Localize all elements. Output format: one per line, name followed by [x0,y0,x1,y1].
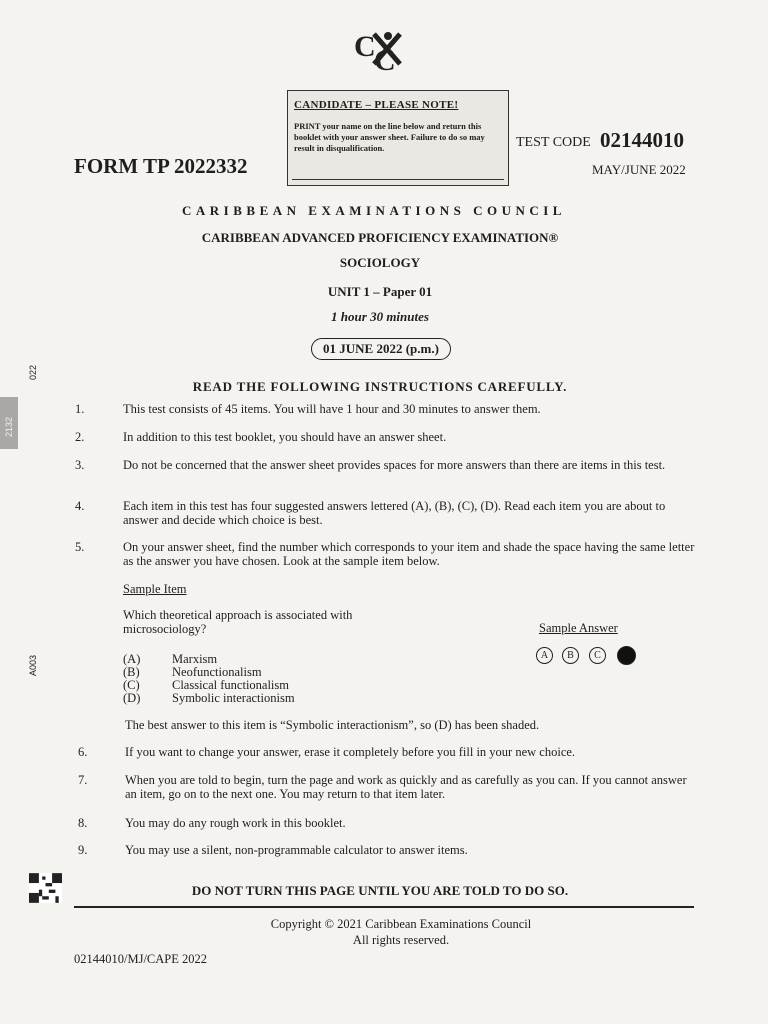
item-number: 4. [75,499,85,513]
footer-rule [74,906,694,908]
instructions-heading: READ THE FOLLOWING INSTRUCTIONS CAREFULLY. [192,379,568,394]
option-text: Marxism [172,652,218,666]
subject-title: SOCIOLOGY [339,255,421,270]
instruction-text: If you want to change your answer, erase it completely before you fill in your new choice. [125,745,576,759]
candidate-notice-box [287,90,509,186]
instruction-text: On your answer sheet, find the number which corresponds to your item and shade the space having the same letter as the answer you have chosen. Look at the sample item below. [123,540,695,568]
exam-title: CARIBBEAN ADVANCED PROFICIENCY EXAMINATION® [201,230,559,245]
do-not-turn-notice: DO NOT TURN THIS PAGE UNTIL YOU ARE TOLD TO DO SO. [191,883,569,898]
instruction-text: This test consists of 45 items. You will have 1 hour and 30 minutes to answer them. [123,402,541,416]
instruction-text: You may use a silent, non-programmable calculator to answer items. [125,843,468,857]
item-number: 8. [78,816,88,830]
option-letter: (B) [123,665,140,679]
svg-text:C: C [374,44,396,74]
form-tp: FORM TP 2022332 [74,154,248,178]
duration: 1 hour 30 minutes [331,309,429,324]
item-number: 1. [75,402,85,416]
exam-session: MAY/JUNE 2022 [592,162,686,177]
answer-bubble-a: A [536,647,553,664]
unit-title: UNIT 1 – Paper 01 [327,284,433,299]
exam-date: 01 JUNE 2022 (p.m.) [311,338,451,360]
answer-bubble-b: B [562,647,579,664]
item-number: 5. [75,540,85,554]
option-text: Symbolic interactionism [172,691,295,705]
item-number: 7. [78,773,88,787]
test-code-label: TEST CODE [516,135,591,150]
sample-question: Which theoretical approach is associated with microsociology? [123,608,353,636]
answer-bubble-d-shaded [617,646,636,665]
cxc-logo-icon [352,26,422,74]
option-letter: (D) [123,691,141,705]
test-code: 02144010 [600,128,684,152]
option-text: Classical functionalism [172,678,289,692]
margin-code-bottom: A003 [28,654,38,676]
option-letter: (A) [123,652,141,666]
instruction-text: You may do any rough work in this booklet. [125,816,346,830]
option-text: Neofunctionalism [172,665,262,679]
option-letter: (C) [123,678,140,692]
item-number: 2. [75,430,85,444]
margin-tab-code: 2132 [4,416,14,437]
instruction-text: In addition to this test booklet, you should have an answer sheet. [123,430,447,444]
council-title: CARIBBEAN EXAMINATIONS COUNCIL [182,203,566,218]
item-number: 3. [75,458,85,472]
name-line [292,179,504,180]
instruction-text: Do not be concerned that the answer sheet provides spaces for more answers than there are items in this test. [123,458,666,472]
instruction-text: When you are told to begin, turn the page and work as quickly and as carefully as you can. If you cannot answer an item, go on to the next one. You may return to that item later. [125,773,687,801]
sample-answer-label: Sample Answer [539,621,618,635]
instruction-text: Each item in this test has four suggested answers lettered (A), (B), (C), (D). Read each item you are about to answer and decide which choice is best. [123,499,666,527]
notice-title: CANDIDATE – PLEASE NOTE! [294,99,459,111]
margin-code-top: 022 [28,364,38,380]
rights-reserved: All rights reserved. [352,933,450,947]
item-number: 9. [78,843,88,857]
copyright: Copyright © 2021 Caribbean Examinations Council [270,917,532,931]
item-number: 6. [78,745,88,759]
paper-code: 02144010/MJ/CAPE 2022 [74,952,208,966]
sample-explanation: The best answer to this item is “Symbolic interactionism”, so (D) has been shaded. [125,718,540,732]
answer-bubble-c: C [589,647,606,664]
notice-body: PRINT your name on the line below and return this booklet with your answer sheet. Failure to do so may result in disqualification. [294,121,485,153]
svg-text:C: C [354,30,376,63]
sample-item-heading: Sample Item [123,582,187,596]
